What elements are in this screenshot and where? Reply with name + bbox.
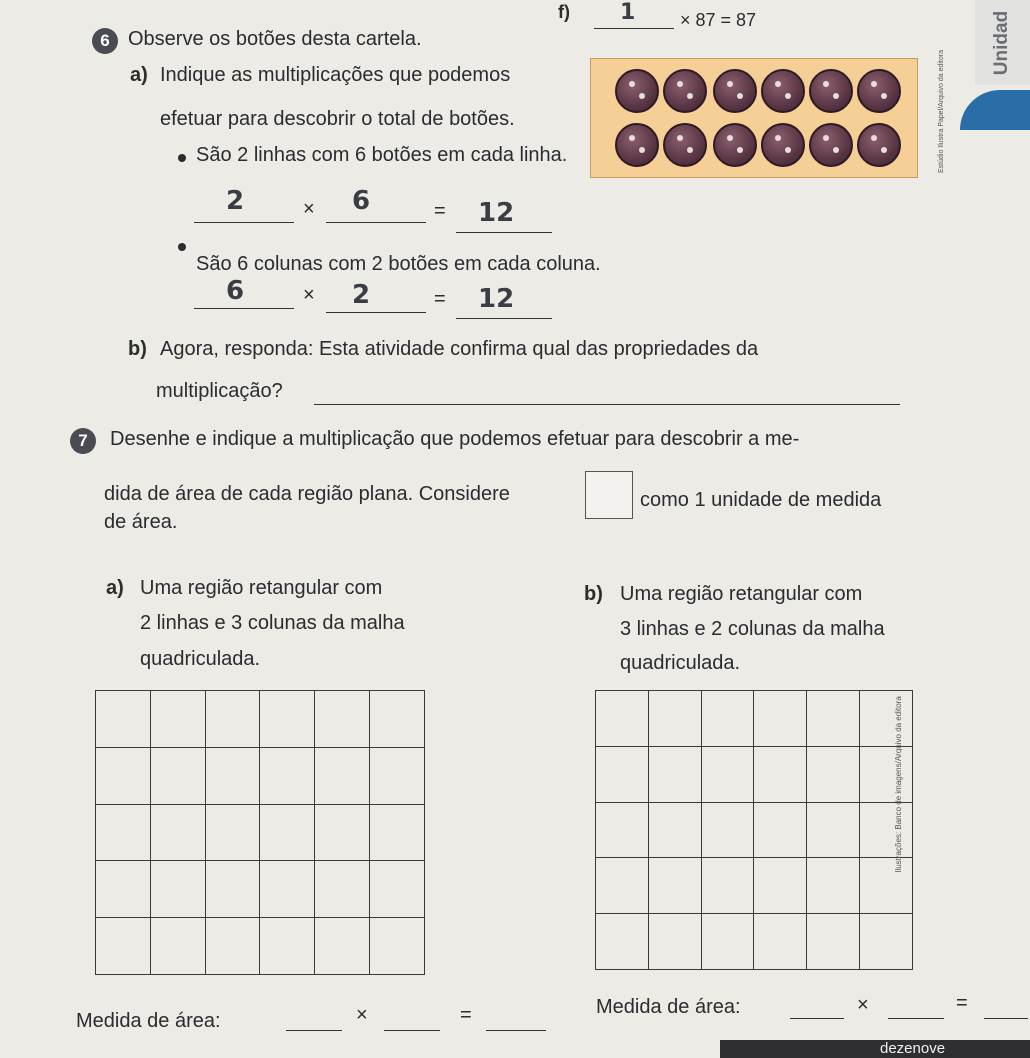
- button-icon: [857, 69, 901, 113]
- question-7-badge: 7: [70, 428, 96, 454]
- area-a-times: ×: [356, 1004, 368, 1026]
- question-6-title: Observe os botões desta cartela.: [128, 28, 422, 50]
- button-icon: [615, 123, 659, 167]
- card-credit: Estúdio Ilustra Papel/Arquivo da editora: [937, 50, 945, 173]
- area-a-label: Medida de área:: [76, 1010, 221, 1032]
- row1-result: 12: [478, 198, 515, 228]
- q6-bullet2: São 6 colunas com 2 botões em cada coluna.: [196, 253, 601, 275]
- q6-a-letter: a): [130, 64, 148, 86]
- item-f-letter: f): [558, 2, 570, 22]
- row1-value2: 6: [352, 186, 371, 216]
- area-a-blank2[interactable]: [384, 1030, 440, 1031]
- area-a-blank3[interactable]: [486, 1030, 546, 1031]
- question-6-badge: 6: [92, 28, 118, 54]
- q7-line2a: dida de área de cada região plana. Considere: [104, 483, 510, 505]
- row2-blank3: [456, 318, 552, 319]
- item-f-answer: 1: [620, 0, 636, 25]
- button-icon: [713, 69, 757, 113]
- q7-b-line3: quadriculada.: [620, 652, 741, 674]
- button-icon: [663, 123, 707, 167]
- row2-value1: 6: [226, 276, 245, 306]
- bullet-dot: [178, 154, 186, 162]
- row2-equals: =: [434, 288, 446, 310]
- row1-equals: =: [434, 200, 446, 222]
- area-b-equals: =: [956, 992, 968, 1014]
- q6-a-line1: Indique as multiplicações que podemos: [160, 64, 511, 86]
- item-f-blank: [594, 28, 674, 29]
- unit-side-label: Unidad: [991, 10, 1013, 76]
- area-b-blank2[interactable]: [888, 1018, 944, 1019]
- unit-square-icon: [585, 471, 633, 519]
- q7-a-letter: a): [106, 577, 124, 599]
- button-icon: [713, 123, 757, 167]
- grid-b[interactable]: [595, 690, 913, 970]
- item-f-equation: × 87 = 87: [680, 10, 757, 30]
- q7-a-line3: quadriculada.: [140, 648, 261, 670]
- q7-line1: Desenhe e indique a multiplicação que podemos efetuar para descobrir a me-: [110, 428, 800, 450]
- row2-times: ×: [303, 284, 315, 306]
- button-icon: [857, 123, 901, 167]
- button-icon: [761, 123, 805, 167]
- row1-blank3: [456, 232, 552, 233]
- button-icon: [809, 123, 853, 167]
- q7-b-letter: b): [584, 583, 603, 605]
- q7-a-line2: 2 linhas e 3 colunas da malha: [140, 612, 405, 634]
- button-card: [590, 58, 918, 178]
- q6-b-letter: b): [128, 338, 147, 360]
- button-icon: [663, 69, 707, 113]
- grid-credit: Ilustrações: Banco de imagens/Arquivo da editora: [893, 696, 903, 873]
- q7-a-line1: Uma região retangular com: [140, 577, 383, 599]
- area-b-blank3[interactable]: [984, 1018, 1028, 1019]
- area-b-blank1[interactable]: [790, 1018, 844, 1019]
- area-b-label: Medida de área:: [596, 996, 741, 1018]
- blue-decoration: [960, 90, 1030, 130]
- q7-b-line2: 3 linhas e 2 colunas da malha: [620, 618, 885, 640]
- row2-value2: 2: [352, 280, 371, 310]
- button-icon: [809, 69, 853, 113]
- q6-b-line2: multiplicação?: [156, 380, 283, 402]
- grid-a[interactable]: [95, 690, 425, 975]
- row1-value1: 2: [226, 186, 245, 216]
- row2-blank1: [194, 308, 294, 309]
- row1-times: ×: [303, 198, 315, 220]
- row1-blank2: [326, 222, 426, 223]
- q6-a-line2: efetuar para descobrir o total de botões.: [160, 108, 515, 130]
- area-a-equals: =: [460, 1004, 472, 1026]
- q6-b-answer-line: [314, 404, 900, 405]
- q6-b-line1: Agora, responda: Esta atividade confirma qual das propriedades da: [160, 338, 759, 360]
- row1-blank1: [194, 222, 294, 223]
- q6-bullet1: São 2 linhas com 6 botões em cada linha.: [196, 144, 568, 166]
- footer-band: [720, 1040, 1030, 1058]
- q7-line2b: como 1 unidade de medida: [640, 489, 882, 511]
- row2-blank2: [326, 312, 426, 313]
- area-b-times: ×: [857, 994, 869, 1016]
- button-icon: [761, 69, 805, 113]
- button-icon: [615, 69, 659, 113]
- bullet-dot: [178, 243, 186, 251]
- row2-result: 12: [478, 284, 515, 314]
- q7-line3: de área.: [104, 511, 178, 533]
- area-a-blank1[interactable]: [286, 1030, 342, 1031]
- q7-b-line1: Uma região retangular com: [620, 583, 863, 605]
- page-number-text: dezenove: [880, 1040, 946, 1057]
